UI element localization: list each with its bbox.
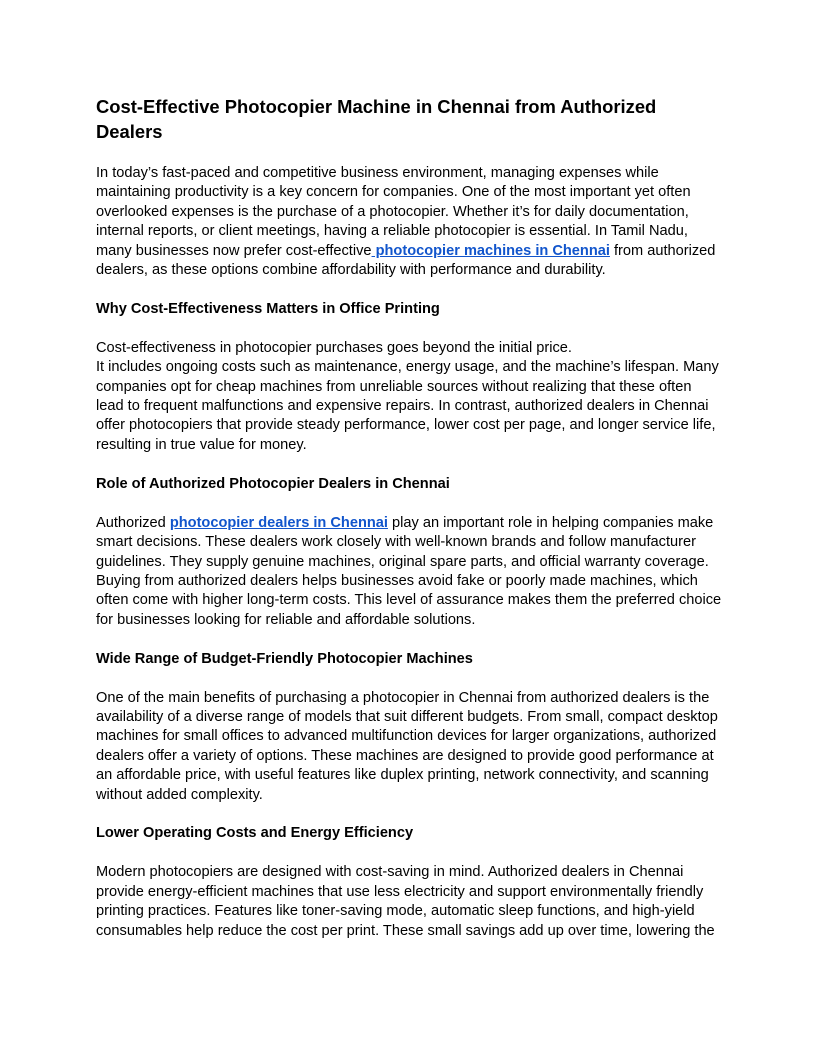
cost-effectiveness-paragraph	[96, 339, 722, 455]
photocopier-dealers-chennai-link[interactable]: photocopier dealers in Chennai	[169, 514, 388, 531]
dealers-text-before-link: Authorized	[96, 514, 170, 531]
intro-text-before-link: In today’s fast-paced and competitive business environment, managing expenses while maintaining productivity is a key concern for companies. One of the most important yet often overlooked expenses is the purchase of a photocopier. Whether it’s for daily documentation, internal reports, or client meetings, having a reliable photocopier is essential. In Tamil Nadu, many businesses now prefer cost-effective	[96, 165, 691, 259]
authorized-dealers-paragraph	[96, 514, 722, 630]
document-title: Cost-Effective Photocopier Machine in Chennai from Authorized Dealers	[96, 96, 657, 142]
intro-paragraph	[96, 164, 722, 280]
section-heading-budget-friendly: Wide Range of Budget-Friendly Photocopier Machines	[96, 650, 473, 667]
section-heading-authorized-dealers: Role of Authorized Photocopier Dealers in Chennai	[96, 475, 450, 492]
section-heading-cost-effectiveness: Why Cost-Effectiveness Matters in Office Printing	[96, 300, 440, 317]
intro-text-after-link: from authorized dealers, as these options combine affordability with performance and durability.	[96, 242, 716, 279]
operating-costs-paragraph: Modern photocopiers are designed with cost-saving in mind. Authorized dealers in Chennai provide energy-efficient machines that use less electricity and support environmentally friendly printing practices. Features like toner-saving mode, automatic sleep functions, and high-yield consumables help reduce the cost per print. These small savings add up over time, lowering the	[96, 864, 715, 939]
photocopier-machines-chennai-link[interactable]: photocopier machines in Chennai	[371, 242, 610, 259]
section-heading-operating-costs: Lower Operating Costs and Energy Efficiency	[96, 825, 414, 842]
cost-effectiveness-line-1: Cost-effectiveness in photocopier purchases goes beyond the initial price.	[96, 339, 572, 356]
document-page	[96, 94, 722, 941]
cost-effectiveness-line-2: It includes ongoing costs such as maintenance, energy usage, and the machine’s lifespan. Many companies opt for cheap machines from unreliable sources without realizing that these often lead to frequent malfunctions and expensive repairs. In contrast, authorized dealers in Chennai offer photocopiers that provide steady performance, lower cost per page, and longer service life, resulting in true value for money.	[96, 359, 719, 453]
dealers-text-after-link: play an important role in helping companies make smart decisions. These dealers work closely with well-known brands and follow manufacturer guidelines. They supply genuine machines, original spare parts, and official warranty coverage. Buying from authorized dealers helps businesses avoid fake or poorly made machines, which often come with higher long-term costs. This level of assurance makes them the preferred choice for businesses looking for reliable and affordable solutions.	[96, 514, 722, 628]
budget-friendly-paragraph: One of the main benefits of purchasing a photocopier in Chennai from authorized dealers is the availability of a diverse range of models that suit different budgets. From small, compact desktop machines for small offices to advanced multifunction devices for larger organizations, authorized dealers offer a variety of options. These machines are designed to provide good performance at an affordable price, with useful features like duplex printing, network connectivity, and scanning without added complexity.	[96, 689, 718, 803]
